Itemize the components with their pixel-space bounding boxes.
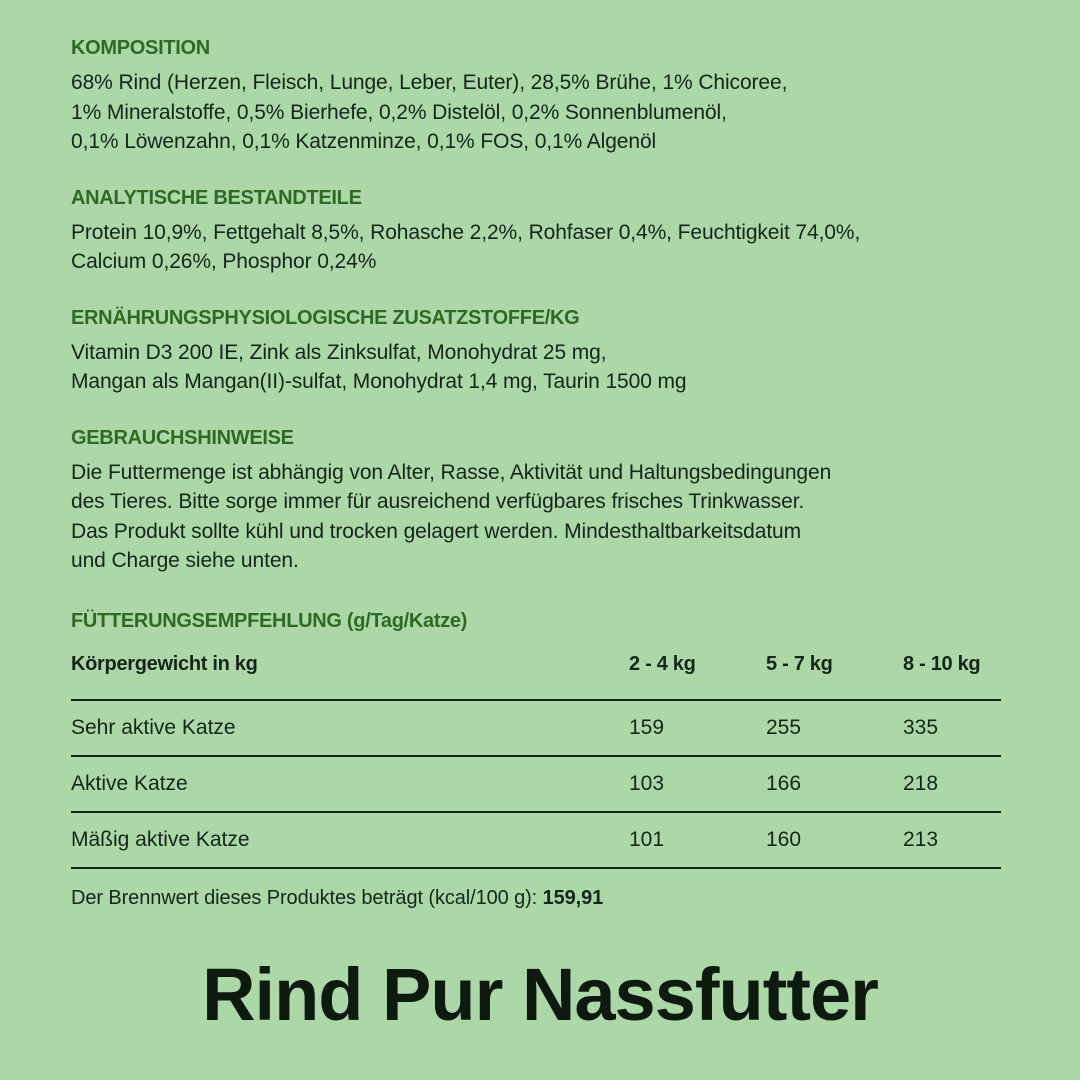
analytical-text: [71, 218, 1001, 277]
composition-text: [71, 68, 1001, 157]
table-row: [71, 813, 1001, 869]
usage-line: und Charge siehe unten.: [71, 549, 299, 572]
product-title: Rind Pur Nassfutter: [202, 953, 878, 1036]
table-cell: 166: [766, 771, 802, 795]
additives-line: Mangan als Mangan(II)-sulfat, Monohydrat 1,4 mg, Taurin 1500 mg: [71, 370, 687, 393]
analytical-heading: ANALYTISCHE BESTANDTEILE: [71, 186, 362, 209]
product-info-sheet: [71, 36, 1001, 910]
feeding-table: [71, 653, 1001, 869]
composition-heading: KOMPOSITION: [71, 37, 210, 59]
additives-text: [71, 338, 1001, 397]
usage-text: [71, 458, 1001, 576]
usage-section: [71, 426, 1001, 576]
energy-value-note: [71, 887, 1001, 910]
column-header-5-7kg: 5 - 7 kg: [766, 652, 833, 675]
column-header-weight: Körpergewicht in kg: [71, 652, 258, 675]
feeding-section: [71, 609, 1001, 869]
usage-line: Die Futtermenge ist abhängig von Alter, Rasse, Aktivität und Haltungsbedingungen: [71, 460, 832, 484]
table-cell: 335: [903, 715, 939, 739]
energy-value: 159,91: [542, 886, 604, 909]
table-cell: 160: [766, 827, 802, 851]
composition-line: 0,1% Löwenzahn, 0,1% Katzenminze, 0,1% FOS, 0,1% Algenöl: [71, 130, 657, 153]
analytical-line: Calcium 0,26%, Phosphor 0,24%: [71, 250, 377, 273]
usage-heading: GEBRAUCHSHINWEISE: [71, 426, 294, 449]
feeding-heading: FÜTTERUNGSEMPFEHLUNG (g/Tag/Katze): [71, 609, 468, 632]
column-header-8-10kg: 8 - 10 kg: [903, 652, 981, 675]
table-cell: 159: [629, 715, 665, 739]
table-cell: 218: [903, 771, 939, 795]
energy-label: Der Brennwert dieses Produktes beträgt (kcal/100 g):: [71, 886, 538, 909]
table-cell: 255: [766, 715, 802, 739]
column-header-2-4kg: 2 - 4 kg: [629, 652, 696, 675]
usage-line: Das Produkt sollte kühl und trocken gelagert werden. Mindesthaltbarkeitsdatum: [71, 519, 802, 543]
usage-line: des Tieres. Bitte sorge immer für ausreichend verfügbares frisches Trinkwasser.: [71, 490, 805, 513]
composition-line: 68% Rind (Herzen, Fleisch, Lunge, Leber, Euter), 28,5% Brühe, 1% Chicoree,: [71, 71, 788, 94]
additives-line: Vitamin D3 200 IE, Zink als Zinksulfat, Monohydrat 25 mg,: [71, 340, 607, 364]
composition-section: [71, 36, 1001, 157]
additives-section: [71, 306, 1001, 397]
analytical-line: Protein 10,9%, Fettgehalt 8,5%, Rohasche 2,2%, Rohfaser 0,4%, Feuchtigkeit 74,0%,: [71, 220, 861, 244]
composition-line: 1% Mineralstoffe, 0,5% Bierhefe, 0,2% Distelöl, 0,2% Sonnenblumenöl,: [71, 100, 727, 124]
table-header-row: [71, 653, 1001, 701]
analytical-section: [71, 186, 1001, 277]
table-row: [71, 701, 1001, 757]
table-cell: 103: [629, 771, 665, 795]
table-cell: 101: [629, 827, 665, 851]
row-label: Sehr aktive Katze: [71, 715, 236, 739]
table-row: [71, 757, 1001, 813]
row-label: Mäßig aktive Katze: [71, 827, 250, 851]
row-label: Aktive Katze: [71, 771, 188, 795]
additives-heading: ERNÄHRUNGSPHYSIOLOGISCHE ZUSATZSTOFFE/KG: [71, 306, 580, 329]
table-cell: 213: [903, 827, 939, 851]
